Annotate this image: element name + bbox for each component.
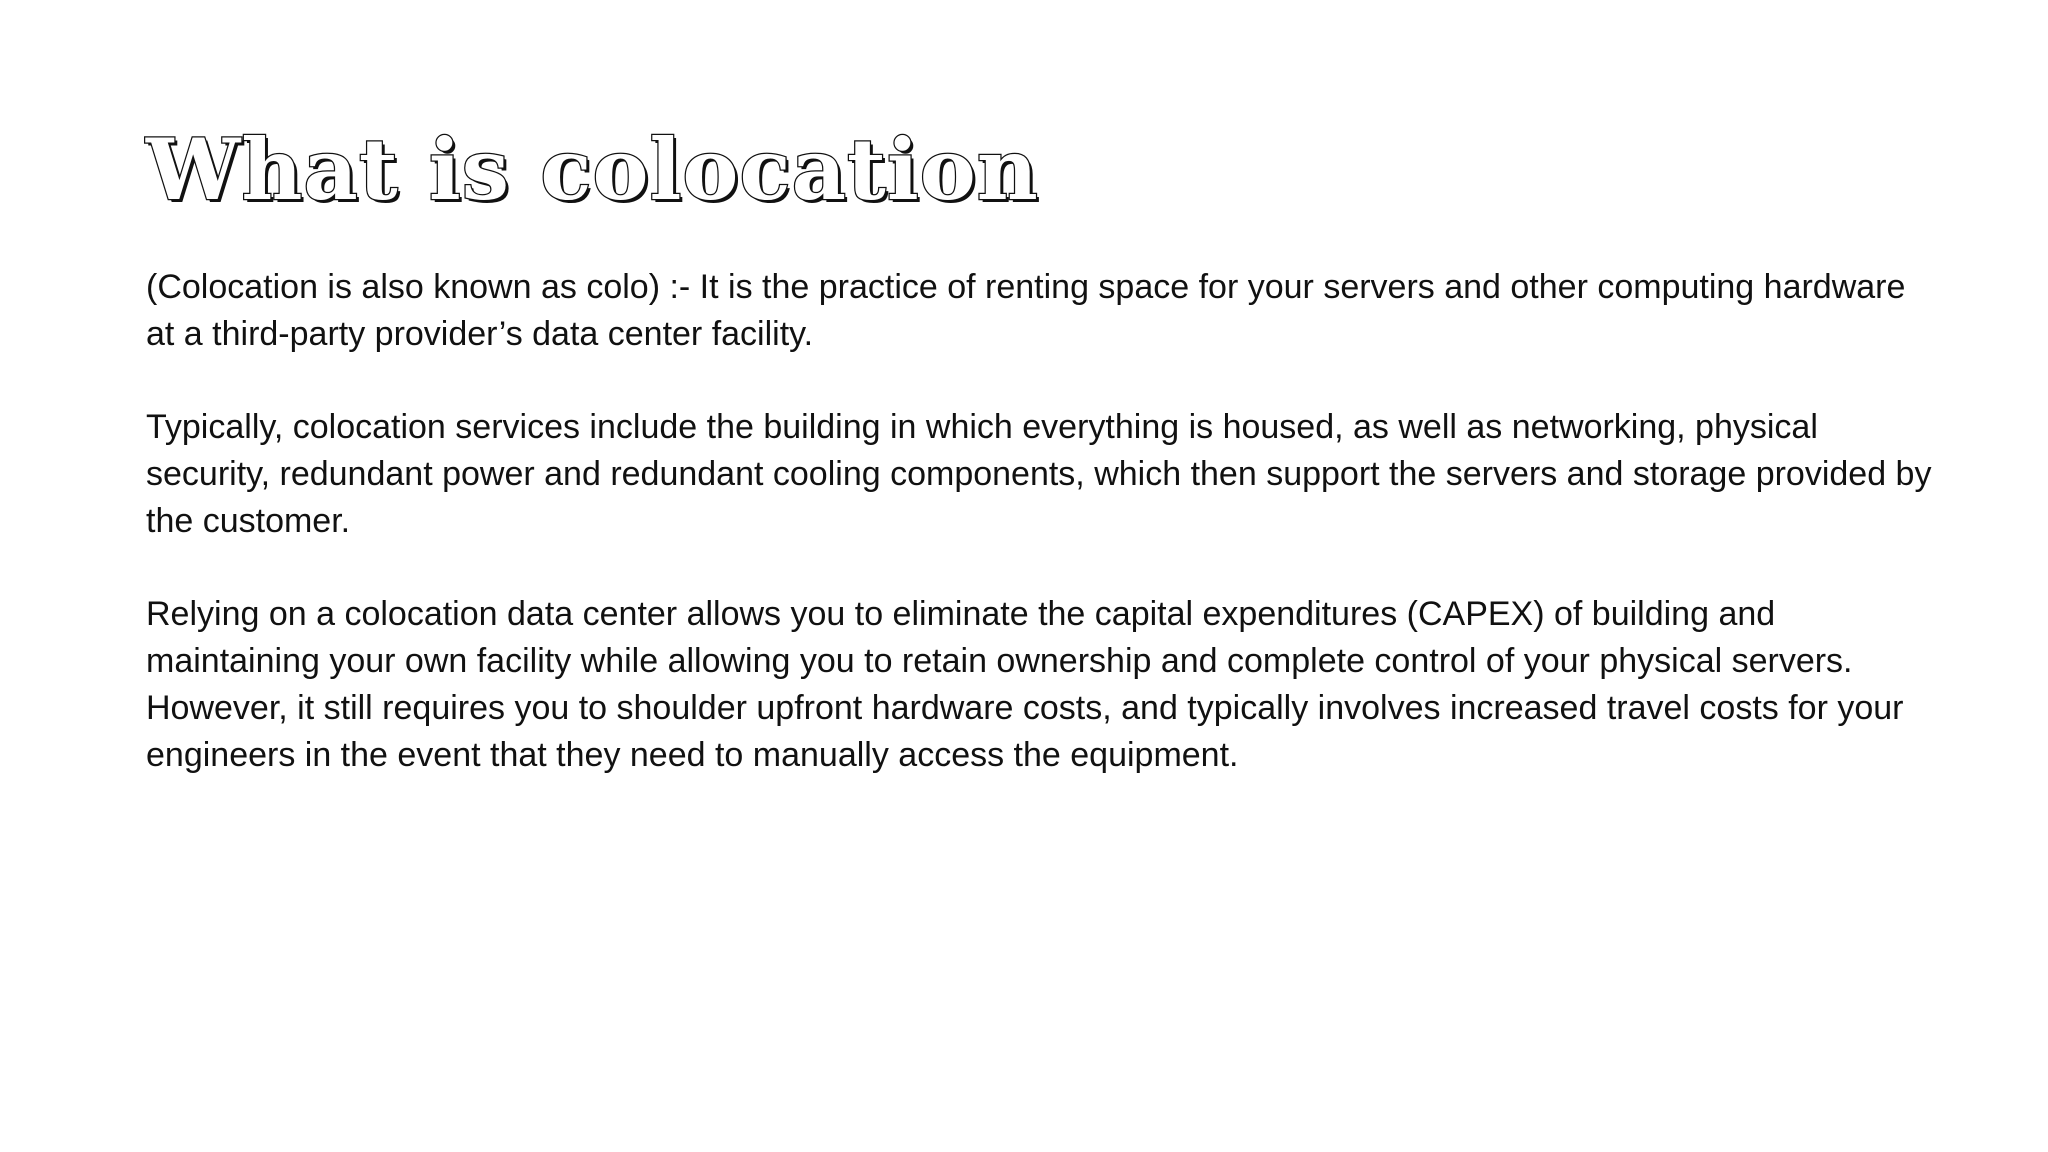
paragraph-definition: (Colocation is also known as colo) :- It is the practice of renting space for your servers and other computing hardware at a third-party provider’s data center facility. — [146, 268, 1906, 353]
paragraph-services: Typically, colocation services include the building in which everything is housed, as well as networking, physical security, redundant power and redundant cooling components, which then support the servers and storage provided by the customer. — [146, 408, 1932, 540]
paragraph-benefits: Relying on a colocation data center allows you to eliminate the capital expenditures (CAPEX) of building and maintaining your own facility while allowing you to retain ownership and complete control of your physical servers. However, it still requires you to shoulder upfront hardware costs, and typically involves increased travel costs for your engineers in the event that they need to manually access the equipment. — [146, 595, 1904, 774]
slide-title: What is colocation — [146, 120, 1039, 219]
slide-body — [146, 264, 1936, 825]
